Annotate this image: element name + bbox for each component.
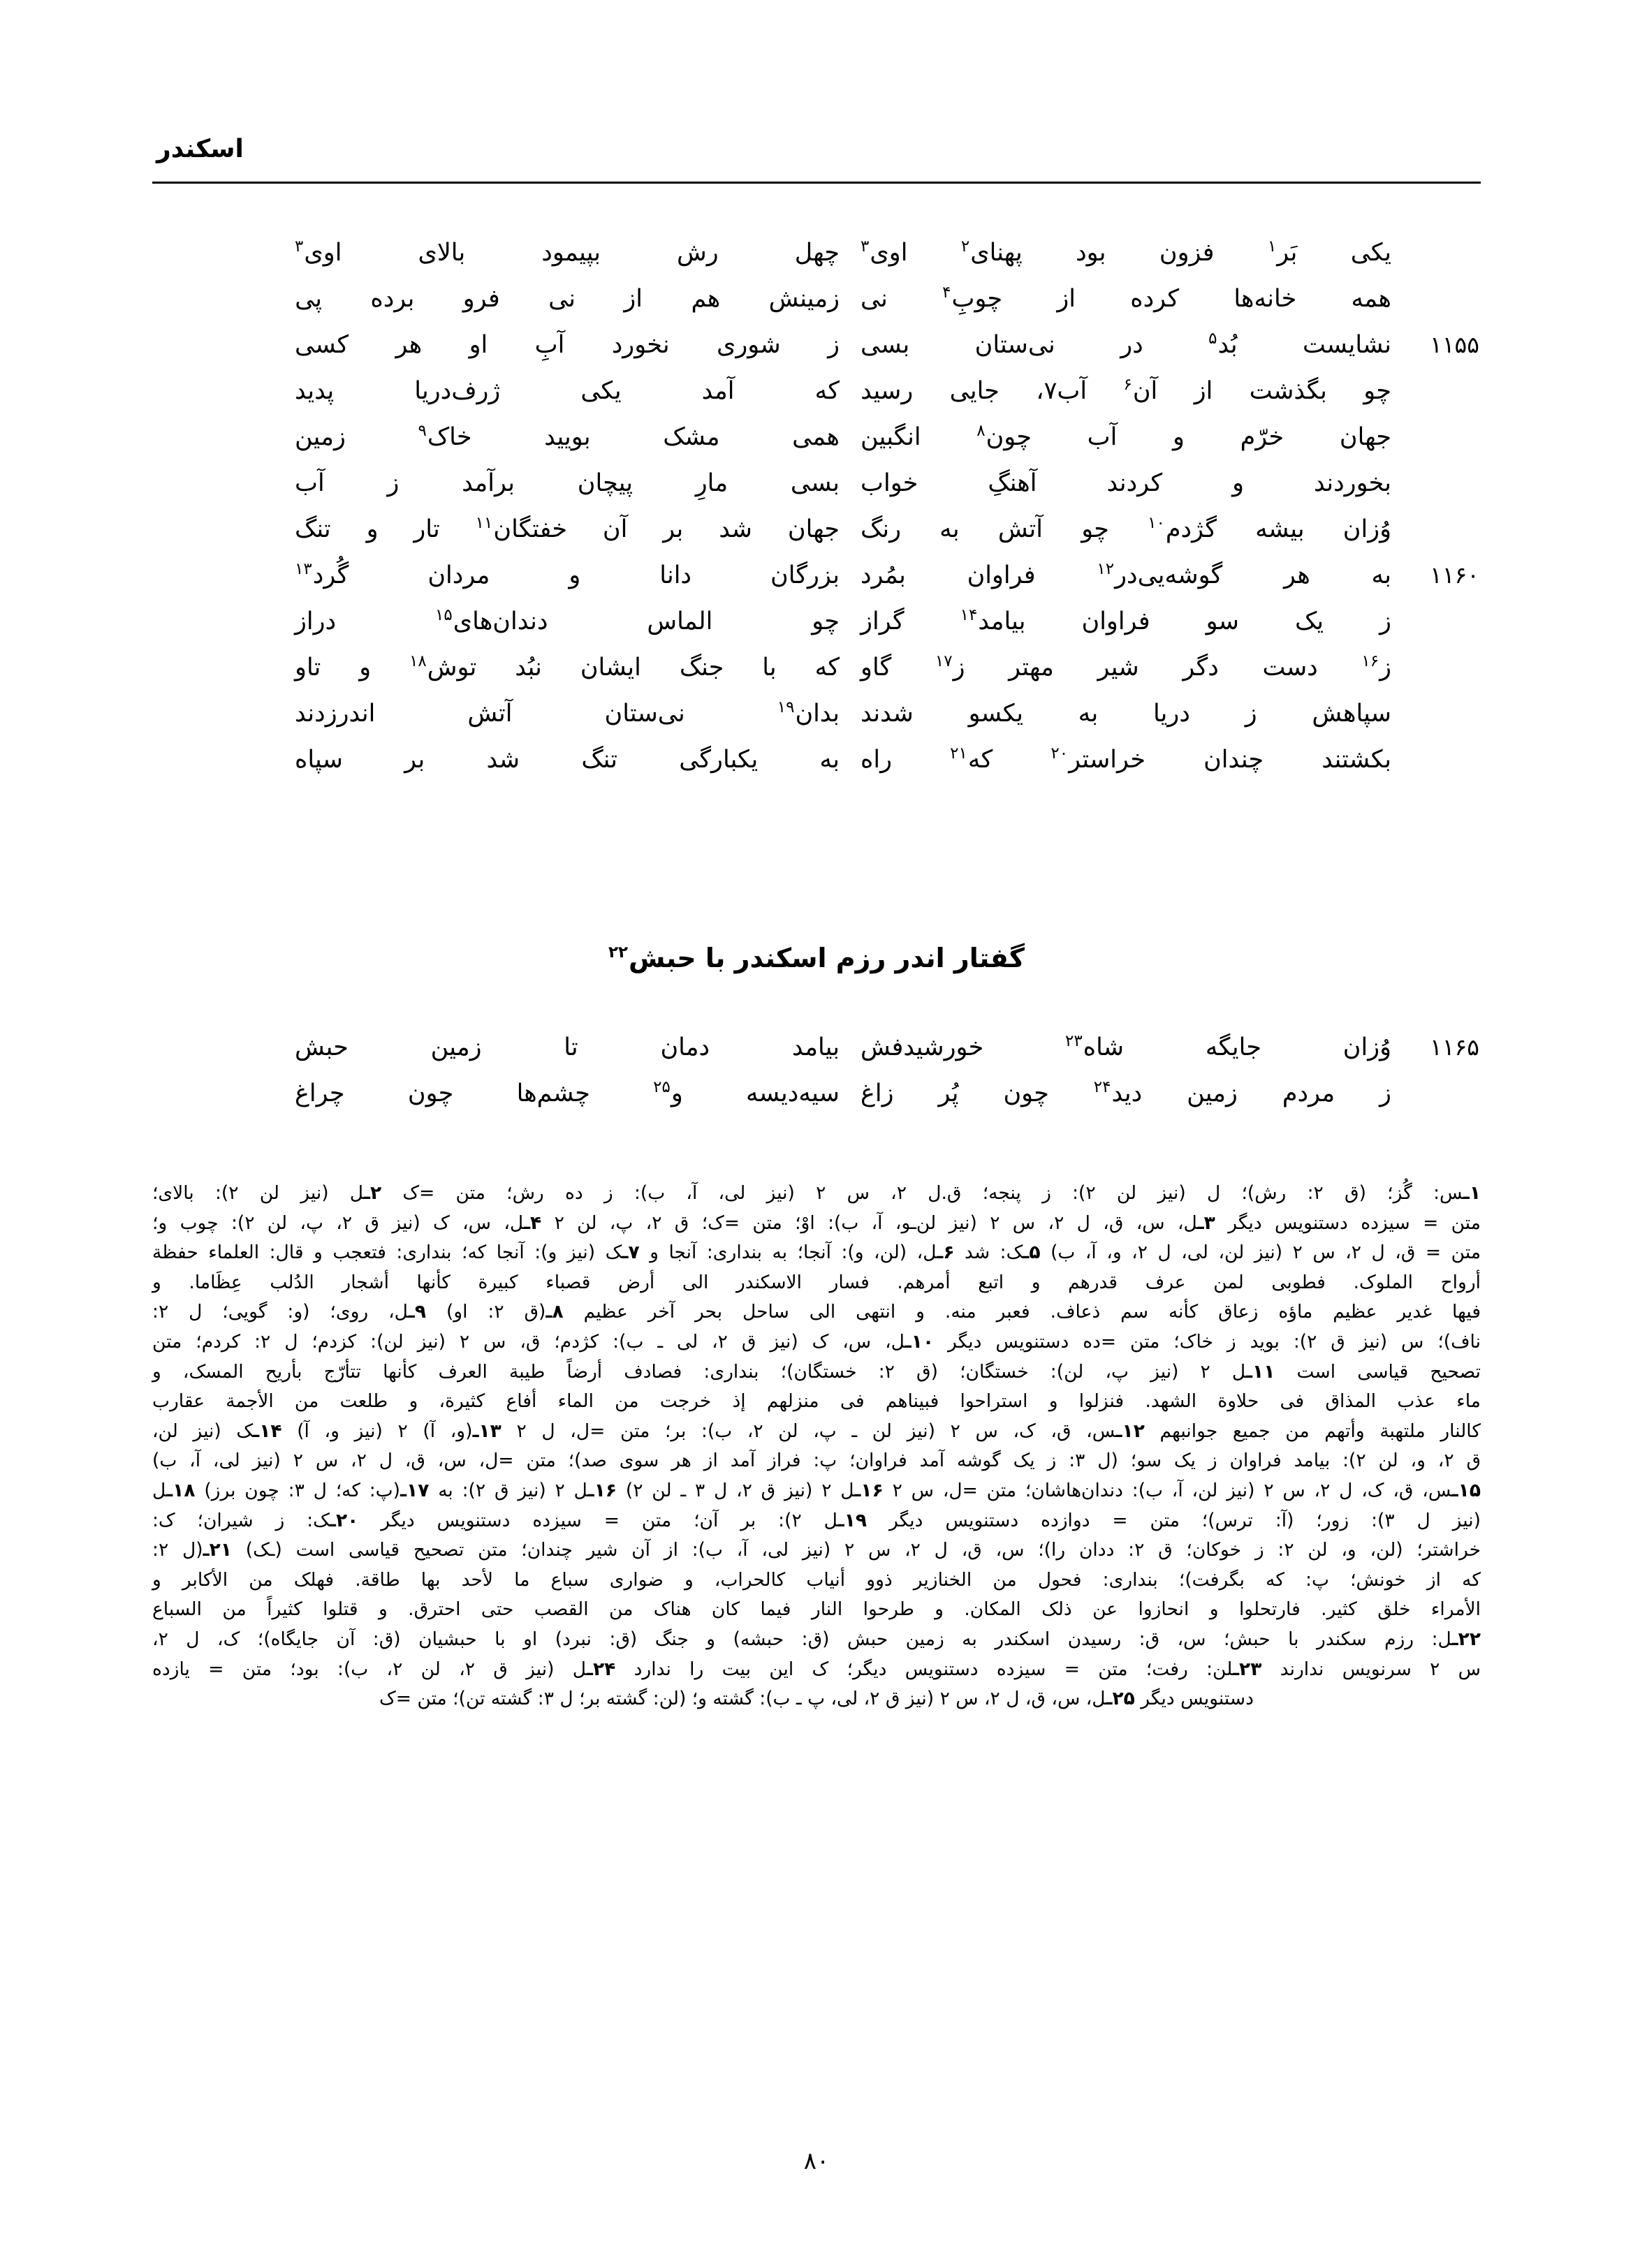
verse-word: از (1194, 377, 1213, 405)
footnote-marker: ۶ (1123, 376, 1132, 395)
verse-word: بَر$^۱$ (1267, 237, 1298, 267)
verse-word: حبش (295, 1033, 349, 1061)
verse-word: خانه‌ها (1233, 285, 1297, 313)
verse-word: دریا (1153, 700, 1190, 728)
apparatus-note-number: ۲۲ـ (1451, 1628, 1481, 1650)
verse-word: چندان (1203, 746, 1264, 774)
apparatus-note-number: ۱۲ـ (1115, 1420, 1145, 1442)
verse-word: خورشیدفش (861, 1033, 984, 1061)
apparatus-note-number: ۱۹ـ (837, 1509, 867, 1531)
footnote-marker: ۲۳ (1065, 1032, 1083, 1051)
apparatus-line: خراشتر؛ (لن، و، لن ۲: ز خوکان؛ ق ۲: ددان را)؛ س، ق، ل ۲، س ۲ (نیز لی، آ، ب): از آن شیر چندان؛ متن تصحیح قیاسی است (ـک) ۲۱ـ(ل ۲: (152, 1539, 1481, 1561)
hemistich-left (288, 323, 840, 367)
verse-word: زمین (430, 1033, 482, 1061)
verse-line (152, 691, 1481, 737)
verse-line (152, 507, 1481, 553)
verse-line (152, 230, 1481, 277)
verse-word: اندرزدند (295, 700, 376, 728)
verse-word: آن$^۶$ (1123, 376, 1158, 405)
verse-word: کرده (1130, 285, 1180, 313)
verse-word: اوی$^۳$ (861, 237, 908, 267)
verse-word: چراغ (295, 1080, 345, 1107)
verse-word: راه (861, 746, 893, 774)
running-head-title: اسکندر (156, 135, 244, 163)
apparatus-line: متن = سیزده دستنویس دیگر ۳ـل، س، ق، ل ۲، س ۲ (نیز لن‌ـو، آ، ب): اوْ؛ متن =ک؛ ق ۲، پ، لن ۲ ۴ـل، س، ک (نیز ق ۲، پ، لن ۲): چوب و؛ (152, 1212, 1481, 1234)
hemistich-right (840, 1071, 1391, 1116)
verse-word: جهان (1339, 423, 1391, 451)
apparatus-note-number: ۲۵ـ (1106, 1688, 1135, 1710)
apparatus-note-number: ۱۱ـ (1245, 1360, 1275, 1383)
verse-word: نی (548, 285, 576, 313)
footnote-marker: ۱۰ (1148, 514, 1165, 533)
footnote-marker: ۱۸ (409, 652, 427, 671)
apparatus-note-number: ۲۴ـ (586, 1658, 616, 1680)
verse-word: همه (1351, 285, 1391, 313)
footnote-marker: ۱۵ (435, 606, 453, 625)
verse-word: جنگ (679, 654, 724, 682)
header-rule (152, 182, 1481, 184)
verse-word: یک (1295, 608, 1324, 635)
hemistich-right (840, 1025, 1391, 1070)
verse-word: دید$^{۲۴}$ (1093, 1078, 1143, 1107)
apparatus-note-number: ۴ـ (523, 1212, 542, 1234)
verse-word: یکبارگی (679, 746, 759, 774)
verse-word: هر (395, 331, 423, 359)
verse-word: نی‌ستان (974, 331, 1055, 359)
verse-word: نبُد (515, 654, 542, 682)
verse-line (152, 461, 1481, 507)
verse-word: نی‌ستان (604, 700, 685, 728)
verse-word: و (1232, 469, 1245, 497)
hemistich-left (288, 1025, 840, 1070)
section-heading-text: گفتار اندر رزم اسکندر با حبش (629, 943, 1025, 973)
verse-word: ز$^{۱۶}$ (1361, 652, 1391, 682)
apparatus-note-number: ۱۶ـ (587, 1479, 617, 1501)
verse-word: اوی$^۳$ (295, 237, 342, 267)
verse-word: آمد (701, 377, 735, 405)
verse-line (152, 1071, 1481, 1117)
verse-word: تار (413, 515, 440, 543)
verse-word: یکی (1350, 239, 1391, 267)
apparatus-line: الأمراء خلق کثیر. فارتحلوا و انحازوا عن ذلک المکان. و طرحوا النار فیما کان هناک من القصب حتی احترق. و قتلوا کثیراً من السباع (152, 1598, 1481, 1621)
verse-word: چهل (794, 239, 840, 267)
verse-word: چشم‌ها (516, 1080, 590, 1107)
verse-word: به (1371, 561, 1391, 589)
verse-word: چوبِ$^۴$ (942, 284, 1003, 313)
hemistich-right (840, 553, 1391, 598)
verse-word: فراوان (967, 561, 1036, 589)
verse-word: ز (1245, 700, 1257, 728)
hemistich-left (288, 277, 840, 321)
verse-word: دست (1262, 654, 1318, 682)
hemistich-right (840, 461, 1391, 506)
footnote-marker: ۲۵ (653, 1078, 671, 1097)
apparatus-line: دستنویس دیگر ۲۵ـل، س، ق، ل ۲، س ۲ (نیز ق ۲، لی، پ ـ ب): گشته و؛ (لن: گشته بر؛ ل ۳: گشته تن)؛ متن =ک (379, 1688, 1254, 1710)
hemistich-right (840, 277, 1391, 321)
apparatus-note-number: ۲۳ـ (1232, 1658, 1262, 1680)
verse-word: به (1078, 700, 1099, 728)
apparatus-note-number: ۱۶ـ (854, 1479, 884, 1501)
verse-word: بدان$^{۱۹}$ (777, 698, 840, 728)
verse-word: دندان‌های$^{۱۵}$ (435, 606, 548, 635)
verse-word: چو (812, 608, 840, 635)
verse-word: که (814, 654, 840, 682)
verse-word: آب‌۷، (1036, 377, 1088, 405)
verse-line (152, 323, 1481, 369)
apparatus-line: متن = ق، ل ۲، س ۲ (نیز لن، لی، ل ۲، و، آ، ب) ۵ـک: شد ۶ـل، (لن، و): آنجا؛ به بنداری: آنجا و ۷ـک (نیز و): آنجا که؛ بنداری: فتعجب و قال: العلماء حفظة (152, 1242, 1481, 1264)
verse-word: برده (370, 285, 415, 313)
hemistich-left (288, 461, 840, 506)
verse-word: آتش (997, 515, 1043, 543)
verse-word: بپیمود (541, 239, 601, 267)
verse-number: ۱۱۶۵ (1430, 1033, 1479, 1061)
apparatus-note-number: ۵ـ (1023, 1242, 1041, 1264)
verse-word: کردند (1106, 469, 1163, 497)
apparatus-note-number: ۷ـ (622, 1242, 640, 1264)
verse-word: و (366, 515, 379, 543)
verse-word: بر (404, 746, 425, 774)
verse-number: ۱۱۶۰ (1430, 561, 1479, 589)
apparatus-line: که از خونش؛ پ: که بگرفت)؛ بنداری: فحول من الخنازیر ذوو أنیاب کالحراب، و ضواری سباع ما لأحد بها طاقة. فهلک من الأکابر و (152, 1568, 1481, 1591)
verse-word: چو (1081, 515, 1109, 543)
verse-word: فراوان (1081, 608, 1150, 635)
verse-word: زاغ (861, 1080, 894, 1107)
apparatus-line: ناف)؛ س (نیز ق ۲): بوید ز خاک؛ متن =ده دستنویس دیگر ۱۰ـل، س، ک (نیز ق ۲، لی ـ ب): کژدم؛ ق، س ۲ (نیز لن): کزدم؛ ل ۲: کردم؛ متن (152, 1330, 1481, 1353)
apparatus-note-number: ۱۳ـ (472, 1420, 501, 1442)
critical-apparatus (152, 1179, 1481, 1714)
verse-word: زمین (1187, 1080, 1238, 1107)
verse-word: جایگه (1205, 1033, 1261, 1061)
verse-line (152, 277, 1481, 323)
hemistich-right (840, 415, 1391, 459)
hemistich-right (840, 737, 1391, 782)
footnote-marker: ۱۱ (475, 514, 493, 533)
verse-line (152, 1025, 1481, 1071)
verse-word: او (469, 331, 488, 359)
footnote-marker: ۱۳ (295, 560, 312, 579)
verse-word: یکسو (968, 700, 1023, 728)
verse-word: آبِ (534, 331, 565, 359)
apparatus-note-number: ۱۷ـ (400, 1479, 430, 1501)
hemistich-left (288, 737, 840, 782)
verse-word: ز (828, 331, 840, 359)
verse-word: به (819, 746, 840, 774)
verse-word: و (569, 561, 581, 589)
apparatus-note-number: ۱۸ـ (166, 1479, 196, 1501)
footnote-marker: ۲۰ (1050, 744, 1069, 763)
verse-word: و$^{۲۵}$ (653, 1078, 683, 1107)
verse-word: شوری (717, 331, 781, 359)
verse-word: با (762, 654, 777, 682)
footnote-marker: ۳ (295, 237, 304, 256)
verse-word: بخوردند (1313, 469, 1391, 497)
verse-word: گژدم$^{۱۰}$ (1148, 514, 1217, 543)
verse-word: بسی (861, 331, 910, 359)
folio-page-number: ۸۰ (803, 2147, 830, 2175)
verse-word: خفتگان$^{۱۱}$ (475, 514, 567, 543)
hemistich-right (840, 599, 1391, 644)
verse-word: بسی (790, 469, 840, 497)
verse-word: چون (1003, 1080, 1049, 1107)
verse-word: وُزان (1342, 1033, 1391, 1061)
verse-line (152, 369, 1481, 415)
verse-word: آن (602, 515, 628, 543)
verse-word: زمین (295, 423, 346, 451)
apparatus-line: س ۲ سرنویس ندارند ۲۳ـلن: رفت؛ متن = سیزده دستنویس دیگر؛ ک این بیت را ندارد ۲۴ـل (نیز ق ۲، لن ۲، ب): بود؛ متن = یازده (152, 1658, 1481, 1680)
hemistich-left (288, 230, 840, 275)
verse-word: جایی (949, 377, 999, 405)
apparatus-note-number: ۹ـ (408, 1301, 427, 1323)
verse-word: نخورد (611, 331, 670, 359)
verse-word: ز (387, 469, 400, 497)
verse-word: بمُرد (861, 561, 906, 589)
verse-word: گوشه‌یی‌در$^{۱۲}$ (1097, 560, 1223, 589)
verse-word: خرّم (1240, 423, 1284, 451)
verse-word: تنگ (295, 515, 331, 543)
section-heading-footnote-marker: ۲۲ (608, 943, 629, 962)
verse-word: خواب (861, 469, 918, 497)
apparatus-note-number: ۸ـ (545, 1301, 564, 1323)
verse-word: از (1057, 285, 1076, 313)
footnote-marker: ۱۷ (935, 652, 953, 671)
verse-word: از (624, 285, 643, 313)
verse-word: شیر (1097, 654, 1139, 682)
verse-word: سیه‌دیسه (746, 1080, 840, 1107)
hemistich-right (840, 230, 1391, 275)
verse-word: ز (1379, 1080, 1391, 1107)
verse-line (152, 645, 1481, 691)
verse-word: مشک (663, 423, 720, 451)
footnote-marker: ۱ (1267, 237, 1277, 256)
verse-word: همی (792, 423, 840, 451)
footnote-marker: ۵ (1208, 330, 1217, 348)
verse-word: الماس (647, 608, 713, 635)
verse-word: شد (719, 515, 752, 543)
verse-word: آتش (467, 700, 513, 728)
verse-word: گُرد$^{۱۳}$ (295, 560, 349, 589)
hemistich-left (288, 691, 840, 736)
verse-word: شدند (861, 700, 914, 728)
footnote-marker: ۱۲ (1097, 560, 1115, 579)
verse-word: سپاه (295, 746, 343, 774)
apparatus-note-number: ۶ـ (937, 1242, 955, 1264)
hemistich-left (288, 369, 840, 413)
verse-word: فرو (462, 285, 500, 313)
verse-word: مهتر (1009, 654, 1054, 682)
apparatus-note-number: ۱۰ـ (905, 1330, 935, 1353)
verse-word: هر (1284, 561, 1310, 589)
verse-word: ایشان (580, 654, 641, 682)
hemistich-left (288, 599, 840, 644)
verse-word: بیامد (791, 1033, 840, 1061)
verse-word: تاو (295, 654, 321, 682)
verse-word: نشایست (1303, 331, 1391, 359)
footnote-marker: ۴ (942, 284, 951, 302)
footnote-marker: ۱۶ (1361, 652, 1379, 671)
verse-word: چو (1363, 377, 1391, 405)
verse-word: بویید (544, 423, 591, 451)
verse-word: مارِ (695, 469, 728, 497)
apparatus-line: ق ۲، و، لن ۲): بیامد فراوان ز یک سو؛ (ل ۳: ز یک گوشه آمد فراوان؛ پ: فراز آمد از هر سوی صد)؛ متن =ل، س، ق، ل ۲، س ۲ (نیز لی، آ، ب) (152, 1450, 1481, 1472)
footnote-marker: ۳ (861, 237, 870, 256)
verse-line (152, 737, 1481, 783)
hemistich-right (840, 645, 1391, 690)
verse-word: تنگ (581, 746, 617, 774)
verse-word: چون$^۸$ (976, 422, 1032, 451)
verse-word: بر (663, 515, 684, 543)
verse-word: زمینش (768, 285, 840, 313)
verse-word: فزون (1159, 239, 1215, 267)
verse-word: ز$^{۱۷}$ (935, 652, 965, 682)
verse-word: یکی (580, 377, 622, 405)
verse-word: گاو (861, 654, 892, 682)
verse-word: ژرف‌دریا (414, 377, 501, 405)
section-heading (152, 941, 1481, 975)
apparatus-line: ماء عذب المذاق فی حلاوة الشهد. فنزلوا و استراحوا فبیناهم فی منزلهم إذ خرجت من الماء أفاع کثیرة، و طلعت من الأجمة عقارب (152, 1390, 1481, 1413)
verse-word: پیچان (577, 469, 634, 497)
verse-word: دمان (660, 1033, 710, 1061)
apparatus-line: أرواح الملوک. فطوبی لمن عرف قدرهم و اتبع أمرهم. فسار الاسکندر الی أرض قصباء کبیرة کأنها أشجار الدُلب عِظَاما. و (152, 1271, 1481, 1293)
page-header (152, 137, 1481, 186)
footnote-marker: ۲ (960, 237, 970, 256)
verse-word: و (359, 654, 372, 682)
verse-word: جهان (787, 515, 840, 543)
hemistich-left (288, 1071, 840, 1116)
hemistich-left (288, 507, 840, 552)
verse-word: رش (677, 239, 719, 267)
verse-word: که (814, 377, 840, 405)
verse-word: پهنای$^۲$ (960, 237, 1023, 267)
verse-word: بگذشت (1249, 377, 1327, 405)
verse-word: گراز (861, 608, 905, 635)
verse-word: آهنگِ (988, 469, 1037, 497)
hemistich-left (288, 415, 840, 459)
verse-word: خراستر$^{۲۰}$ (1050, 744, 1145, 774)
verse-word: مردان (427, 561, 490, 589)
hemistich-right (840, 691, 1391, 736)
verse-word: برآمد (462, 469, 515, 497)
verse-word: بُد$^۵$ (1208, 330, 1238, 359)
verse-word: بیامد$^{۱۴}$ (960, 606, 1026, 635)
apparatus-note-number: ۱۵ـ (1451, 1479, 1481, 1501)
verse-word: بالای (418, 239, 466, 267)
verse-block-secondary (152, 1025, 1481, 1117)
verse-word: بکشتند (1321, 746, 1391, 774)
apparatus-line: فیها غدیر عظیم ماؤه زعاق کأنه سم ذعاف. فعبر منه. و انتهی الی ساحل بحر آخر عظیم ۸ـ(ق ۲: او) ۹ـل، روی؛ (و: گویی؛ ل ۲: (152, 1301, 1481, 1323)
footnote-marker: ۱۹ (777, 698, 795, 717)
verse-word: نی (861, 285, 888, 313)
verse-word: که$^{۲۱}$ (950, 744, 993, 774)
verse-word: شاه$^{۲۳}$ (1065, 1032, 1125, 1061)
verse-word: و (1173, 423, 1185, 451)
footnote-marker: ۸ (976, 422, 986, 441)
apparatus-line: ۱ـس: گُز؛ (ق ۲: رش)؛ ل (نیز لن ۲): ز پنجه؛ ق.ل ۲، س ۲ (نیز لی، آ، ب): ز ده رش؛ متن =ک ۲ـل (نیز لن ۲): بالای؛ (152, 1182, 1481, 1204)
verse-word: دانا (659, 561, 692, 589)
verse-word: بزرگان (770, 561, 840, 589)
verse-word: رنگ (861, 515, 901, 543)
apparatus-line: کالنار ملتهبة وأتهم من جمیع جوانبهم ۱۲ـس، ق، ک، س ۲ (نیز لن ـ پ، لن ۲، ب): بر؛ متن =ل، ل ۲ ۱۳ـ(و، آ) ۲ (نیز و، آ) ۱۴ـک (نیز لن، (152, 1420, 1481, 1442)
verse-word: سو (1206, 608, 1240, 635)
footnote-marker: ۲۱ (950, 744, 967, 763)
footnote-marker: ۹ (418, 422, 427, 441)
verse-word: پُر (938, 1080, 959, 1107)
verse-word: توش$^{۱۸}$ (409, 652, 477, 682)
apparatus-line: تصحیح قیاسی است ۱۱ـل ۲ (نیز پ، لن): خستگان؛ (ق ۲: خستگان)؛ بنداری: فصادف أرضاً طیبة العرف کأنها تتأرّج بأریح المسک، و (152, 1360, 1481, 1383)
apparatus-note-number: ۳ـ (1197, 1212, 1215, 1234)
verse-word: هم (691, 285, 721, 313)
verse-line (152, 599, 1481, 645)
verse-word: سپاهش (1312, 700, 1391, 728)
verse-word: دراز (295, 608, 337, 635)
hemistich-left (288, 553, 840, 598)
apparatus-note-number: ۲۱ـ (203, 1539, 232, 1561)
verse-word: خاک$^۹$ (418, 422, 472, 451)
verse-word: بود (1076, 239, 1106, 267)
verse-word: آب (1087, 423, 1118, 451)
verse-word: شد (486, 746, 520, 774)
hemistich-right (840, 507, 1391, 552)
verse-line (152, 415, 1481, 461)
verse-line (152, 553, 1481, 599)
verse-word: دگر (1182, 654, 1219, 682)
verse-word: مردم (1282, 1080, 1335, 1107)
apparatus-note-number: ۲ـ (363, 1182, 382, 1204)
verse-word: وُزان (1342, 515, 1391, 543)
verse-word: پدید (295, 377, 335, 405)
hemistich-right (840, 369, 1391, 413)
verse-word: پی (295, 285, 322, 313)
verse-word: آب (295, 469, 325, 497)
apparatus-line: ۱۵ـس، ق، ک، ل ۲، س ۲ (نیز لن، آ، ب): دندان‌هاشان؛ متن =ل، س ۲ ۱۶ـل ۲ (نیز ق ۲، ل ۳ ـ لن ۲) ۱۶ـل ۲ (نیز ق ۲): به ۱۷ـ(پ: که؛ ل ۳: چون برز) ۱۸ـل (152, 1479, 1481, 1501)
verse-word: چون (407, 1080, 454, 1107)
apparatus-note-number: ۱ـ (1463, 1182, 1481, 1204)
verse-word: ز (1379, 608, 1391, 635)
hemistich-right (840, 323, 1391, 367)
apparatus-line: (نیز ل ۳): زور؛ (آ: ترس)؛ متن = دوازده دستنویس دیگر ۱۹ـل ۲): بر آن؛ متن = سیزده دستنویس دیگر ۲۰ـک: ز شیران؛ ک: (152, 1509, 1481, 1531)
verse-word: بیشه (1255, 515, 1305, 543)
apparatus-line: ۲۲ـل: رزم سکندر با حبش؛ س، ق: رسیدن اسکندر به زمین حبش (ق: حبشه) و جنگ (ق: نبرد) او با حبشیان (ق: آن جایگاه)؛ ک، ل ۲، (152, 1628, 1481, 1650)
verse-word: کسی (295, 331, 349, 359)
apparatus-note-number: ۲۰ـ (329, 1509, 359, 1531)
verse-word: رسید (861, 377, 914, 405)
hemistich-left (288, 645, 840, 690)
verse-block-primary (152, 230, 1481, 783)
verse-word: به (939, 515, 960, 543)
verse-number: ۱۱۵۵ (1430, 331, 1479, 358)
apparatus-note-number: ۱۴ـ (253, 1420, 282, 1442)
verse-word: تا (564, 1033, 578, 1061)
verse-word: در (1120, 331, 1143, 359)
footnote-marker: ۱۴ (960, 606, 978, 625)
verse-word: انگبین (861, 423, 921, 451)
footnote-marker: ۲۴ (1093, 1078, 1111, 1097)
